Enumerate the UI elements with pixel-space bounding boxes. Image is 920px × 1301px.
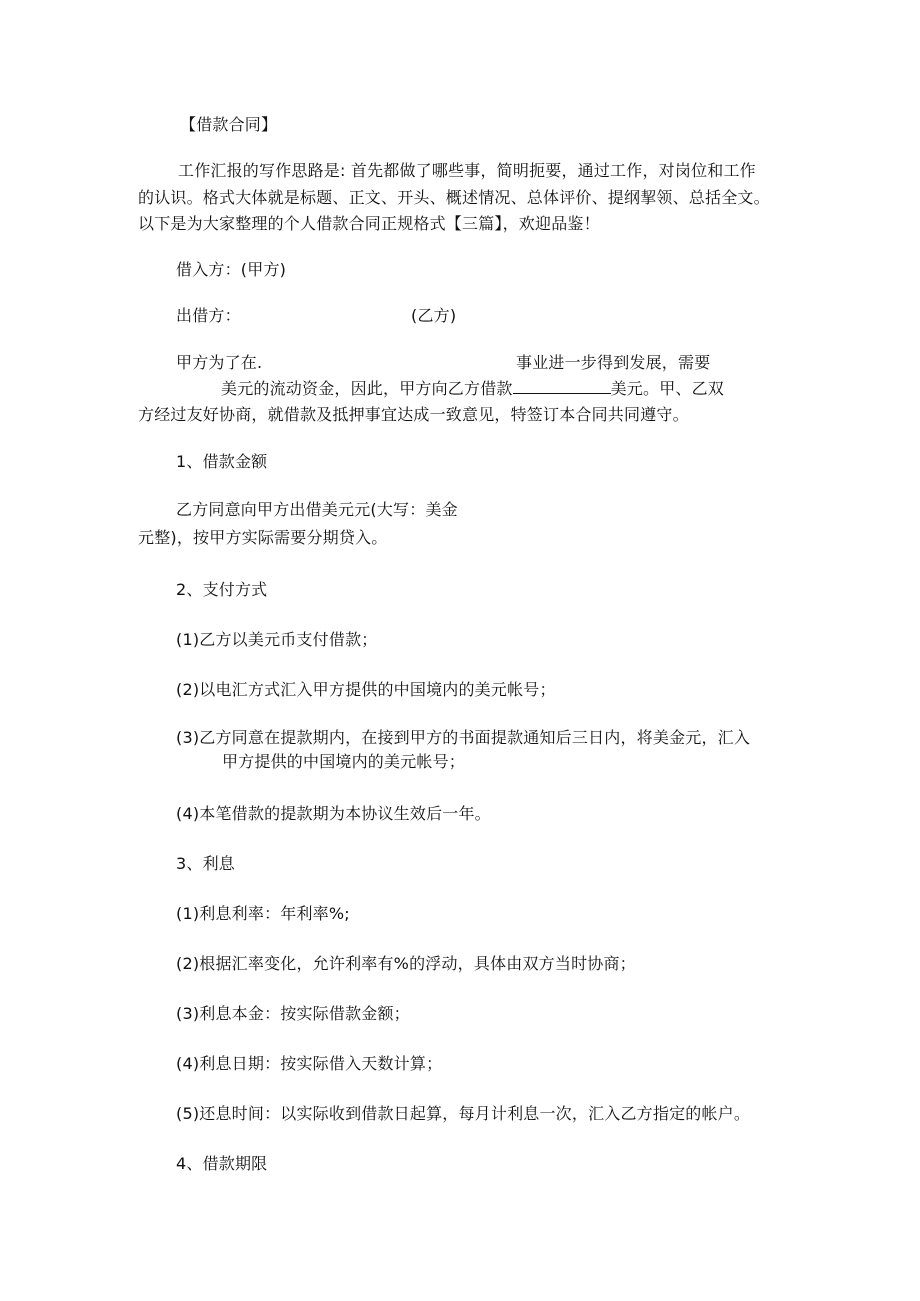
- purpose-line-2-b: 美元。甲、乙双: [610, 379, 725, 398]
- section-4-heading: 4、借款期限: [176, 1154, 268, 1173]
- purpose-line-2-a: 美元的流动资金，因此，甲方向乙方借款: [221, 379, 513, 398]
- section-3-item-3: (3)利息本金：按实际借款金额；: [176, 1004, 410, 1023]
- purpose-line-3: 方经过友好协商，就借款及抵押事宜达成一致意见，特签订本合同共同遵守。: [138, 405, 689, 424]
- section-2-heading: 2、支付方式: [176, 580, 268, 599]
- section-2-item-1: (1)乙方以美元币支付借款；: [176, 630, 378, 649]
- section-3-item-2: (2)根据汇率变化，允许利率有%的浮动，具体由双方当时协商；: [176, 954, 636, 973]
- section-3-item-5: (5)还息时间：以实际收到借款日起算，每月计利息一次，汇入乙方指定的帐户。: [176, 1104, 751, 1123]
- section-2-item-2: (2)以电汇方式汇入甲方提供的中国境内的美元帐号；: [176, 680, 556, 699]
- document-title: 【借款合同】: [180, 115, 278, 134]
- intro-line-2: 的认识。格式大体就是标题、正文、开头、概述情况、总体评价、提纲挈领、总括全文。: [138, 188, 770, 207]
- section-2-item-3-line-1: (3)乙方同意在提款期内，在接到甲方的书面提款通知后三日内，将美金元，汇入: [176, 728, 751, 747]
- intro-line-1: 工作汇报的写作思路是: 首先都做了哪些事，简明扼要，通过工作，对岗位和工作: [178, 161, 756, 180]
- purpose-part-1: 甲方为了在.: [176, 353, 263, 372]
- section-1-line-2: 元整)，按甲方实际需要分期贷入。: [138, 528, 388, 547]
- purpose-line-2: [221, 379, 724, 399]
- section-3-heading: 3、利息: [176, 854, 235, 873]
- intro-line-3: 以下是为大家整理的个人借款合同正规格式【三篇】，欢迎品鉴！: [138, 214, 600, 233]
- section-1-heading: 1、借款金额: [176, 452, 268, 471]
- amount-blank: [513, 379, 611, 394]
- section-2-item-3-line-2: 甲方提供的中国境内的美元帐号；: [222, 752, 466, 771]
- lender-label: 出借方：: [176, 306, 241, 325]
- section-1-line-1: 乙方同意向甲方出借美元元(大写：美金: [176, 500, 458, 519]
- section-3-item-1: (1)利息利率：年利率%;: [176, 904, 350, 923]
- section-2-item-4: (4)本笔借款的提款期为本协议生效后一年。: [176, 804, 491, 823]
- lender-suffix: (乙方): [411, 306, 457, 325]
- section-3-item-4: (4)利息日期：按实际借入天数计算；: [176, 1054, 443, 1073]
- purpose-part-2: 事业进一步得到发展，需要: [516, 353, 711, 372]
- borrower-line: 借入方：(甲方): [176, 260, 287, 279]
